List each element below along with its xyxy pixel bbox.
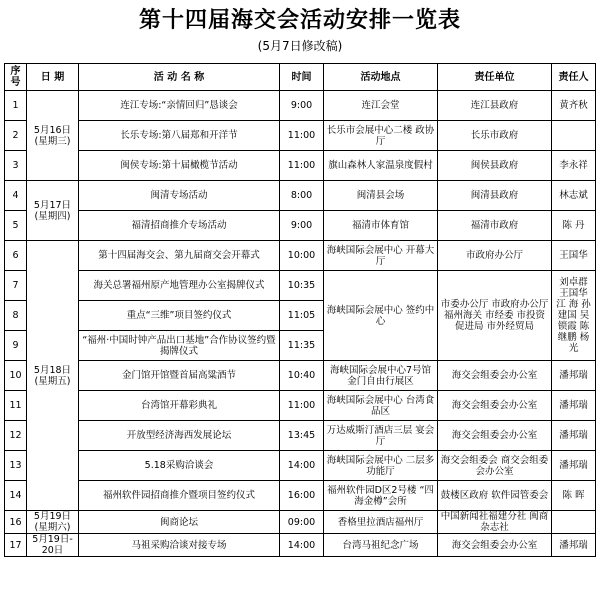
table-row bbox=[5, 421, 596, 451]
time-cell: 09:00 bbox=[280, 511, 324, 534]
schedule-table bbox=[4, 63, 596, 557]
row-no: 13 bbox=[5, 451, 27, 481]
venue-cell: 万达威斯汀酒店三层 宴会厅 bbox=[324, 421, 438, 451]
venue-cell: 闽清县会场 bbox=[324, 181, 438, 211]
person-cell: 潘邦瑞 bbox=[552, 421, 596, 451]
table-row bbox=[5, 361, 596, 391]
activity-cell: 连江专场:“亲情回归”恳谈会 bbox=[79, 91, 280, 121]
venue-cell: 海峡国际会展中心7号馆 金门自由行展区 bbox=[324, 361, 438, 391]
venue-cell: 福清市体育馆 bbox=[324, 211, 438, 241]
unit-cell: 闽清县政府 bbox=[438, 181, 552, 211]
time-cell: 14:00 bbox=[280, 451, 324, 481]
table-row bbox=[5, 271, 596, 301]
unit-cell: 市委办公厅 市政府办公厅 福州海关 市经委 市投资促进局 市外经贸局 bbox=[438, 271, 552, 361]
venue-cell: 香格里拉酒店福州厅 bbox=[324, 511, 438, 534]
header-venue: 活动地点 bbox=[324, 64, 438, 91]
time-cell: 16:00 bbox=[280, 481, 324, 511]
activity-cell: 福州软件园招商推介暨项目签约仪式 bbox=[79, 481, 280, 511]
activity-cell: 闽侯专场:第十届橄榄节活动 bbox=[79, 151, 280, 181]
row-no: 3 bbox=[5, 151, 27, 181]
time-cell: 10:35 bbox=[280, 271, 324, 301]
unit-cell: 海交会组委会办公室 bbox=[438, 421, 552, 451]
table-row bbox=[5, 181, 596, 211]
person-cell: 王国华 bbox=[552, 241, 596, 271]
header-row bbox=[5, 64, 596, 91]
table-row bbox=[5, 391, 596, 421]
venue-cell: 旗山森林人家温泉度假村 bbox=[324, 151, 438, 181]
venue-cell: 福州软件园D区2号楼 “四海金樽”会所 bbox=[324, 481, 438, 511]
time-cell: 8:00 bbox=[280, 181, 324, 211]
row-no: 4 bbox=[5, 181, 27, 211]
activity-cell: 闽商论坛 bbox=[79, 511, 280, 534]
row-no: 6 bbox=[5, 241, 27, 271]
venue-cell: 海峡国际会展中心 台湾食品区 bbox=[324, 391, 438, 421]
activity-cell: 重点“三维”项目签约仪式 bbox=[79, 301, 280, 331]
venue-cell: 连江会堂 bbox=[324, 91, 438, 121]
time-cell: 10:40 bbox=[280, 361, 324, 391]
time-cell: 9:00 bbox=[280, 91, 324, 121]
unit-cell: 连江县政府 bbox=[438, 91, 552, 121]
row-no: 12 bbox=[5, 421, 27, 451]
table-row bbox=[5, 91, 596, 121]
table-row bbox=[5, 534, 596, 557]
row-no: 1 bbox=[5, 91, 27, 121]
person-cell: 潘邦瑞 bbox=[552, 451, 596, 481]
unit-cell: 福清市政府 bbox=[438, 211, 552, 241]
row-no: 7 bbox=[5, 271, 27, 301]
header-date: 日 期 bbox=[27, 64, 79, 91]
activity-cell: 5.18采购洽谈会 bbox=[79, 451, 280, 481]
page-subtitle: (5月7日修改稿) bbox=[257, 39, 343, 53]
time-cell: 11:35 bbox=[280, 331, 324, 361]
person-cell bbox=[552, 121, 596, 151]
date-cell: 5月19日 (星期六) bbox=[27, 511, 79, 534]
table-row bbox=[5, 241, 596, 271]
time-cell: 11:00 bbox=[280, 151, 324, 181]
header-time: 时间 bbox=[280, 64, 324, 91]
row-no: 11 bbox=[5, 391, 27, 421]
venue-cell: 海峡国际会展中心 签约中心 bbox=[324, 271, 438, 361]
header-unit: 责任单位 bbox=[438, 64, 552, 91]
row-no: 17 bbox=[5, 534, 27, 557]
person-cell: 潘邦瑞 bbox=[552, 391, 596, 421]
table-row bbox=[5, 211, 596, 241]
activity-cell: 金门馆开馆暨首届高粱酒节 bbox=[79, 361, 280, 391]
table-row bbox=[5, 511, 596, 534]
time-cell: 11:00 bbox=[280, 391, 324, 421]
table-row bbox=[5, 451, 596, 481]
person-cell: 陈 晖 bbox=[552, 481, 596, 511]
activity-cell: 海关总署福州原产地管理办公室揭牌仪式 bbox=[79, 271, 280, 301]
table-row bbox=[5, 481, 596, 511]
time-cell: 14:00 bbox=[280, 534, 324, 557]
row-no: 2 bbox=[5, 121, 27, 151]
person-cell bbox=[552, 511, 596, 534]
header-no: 序号 bbox=[5, 64, 27, 91]
row-no: 16 bbox=[5, 511, 27, 534]
header-activity: 活 动 名 称 bbox=[79, 64, 280, 91]
venue-cell: 海峡国际会展中心 开幕大厅 bbox=[324, 241, 438, 271]
activity-cell: “福州·中国时钟产品出口基地”合作协议签约暨揭牌仪式 bbox=[79, 331, 280, 361]
row-no: 9 bbox=[5, 331, 27, 361]
activity-cell: 开放型经济海西发展论坛 bbox=[79, 421, 280, 451]
unit-cell: 海交会组委会办公室 bbox=[438, 391, 552, 421]
activity-cell: 闽清专场活动 bbox=[79, 181, 280, 211]
date-cell: 5月19日- 20日 bbox=[27, 534, 79, 557]
person-cell: 林志斌 bbox=[552, 181, 596, 211]
person-cell: 潘邦瑞 bbox=[552, 361, 596, 391]
row-no: 14 bbox=[5, 481, 27, 511]
venue-cell: 海峡国际会展中心 二层多功能厅 bbox=[324, 451, 438, 481]
activity-cell: 马祖采购洽谈对接专场 bbox=[79, 534, 280, 557]
time-cell: 9:00 bbox=[280, 211, 324, 241]
time-cell: 10:00 bbox=[280, 241, 324, 271]
unit-cell: 鼓楼区政府 软件园管委会 bbox=[438, 481, 552, 511]
activity-cell: 长乐专场:第八届郑和开洋节 bbox=[79, 121, 280, 151]
page-title: 第十四届海交会活动安排一览表 bbox=[138, 7, 461, 33]
table-row bbox=[5, 121, 596, 151]
unit-cell: 长乐市政府 bbox=[438, 121, 552, 151]
venue-cell: 台湾马祖纪念广场 bbox=[324, 534, 438, 557]
time-cell: 11:00 bbox=[280, 121, 324, 151]
row-no: 5 bbox=[5, 211, 27, 241]
unit-cell: 市政府办公厅 bbox=[438, 241, 552, 271]
table-row bbox=[5, 151, 596, 181]
date-cell: 5月17日 (星期四) bbox=[27, 181, 79, 241]
header-person: 责任人 bbox=[552, 64, 596, 91]
date-cell: 5月18日 (星期五) bbox=[27, 241, 79, 511]
time-cell: 11:05 bbox=[280, 301, 324, 331]
unit-cell: 海交会组委会办公室 bbox=[438, 361, 552, 391]
time-cell: 13:45 bbox=[280, 421, 324, 451]
activity-cell: 第十四届海交会、第九届商交会开幕式 bbox=[79, 241, 280, 271]
unit-cell: 海交会组委会 商交会组委会办公室 bbox=[438, 451, 552, 481]
person-cell: 李永祥 bbox=[552, 151, 596, 181]
row-no: 10 bbox=[5, 361, 27, 391]
person-cell: 陈 丹 bbox=[552, 211, 596, 241]
row-no: 8 bbox=[5, 301, 27, 331]
person-cell: 潘邦瑞 bbox=[552, 534, 596, 557]
activity-cell: 台湾馆开幕彩典礼 bbox=[79, 391, 280, 421]
unit-cell: 中国新闻社福建分社 闽商杂志社 bbox=[438, 511, 552, 534]
activity-cell: 福清招商推介专场活动 bbox=[79, 211, 280, 241]
unit-cell: 海交会组委会办公室 bbox=[438, 534, 552, 557]
person-cell: 刘卓群 王国华 江 海 孙建国 吴锁霞 陈继鹏 杨 光 bbox=[552, 271, 596, 361]
date-cell: 5月16日 (星期三) bbox=[27, 91, 79, 181]
unit-cell: 闽侯县政府 bbox=[438, 151, 552, 181]
venue-cell: 长乐市会展中心二楼 政协厅 bbox=[324, 121, 438, 151]
person-cell: 黄齐秋 bbox=[552, 91, 596, 121]
